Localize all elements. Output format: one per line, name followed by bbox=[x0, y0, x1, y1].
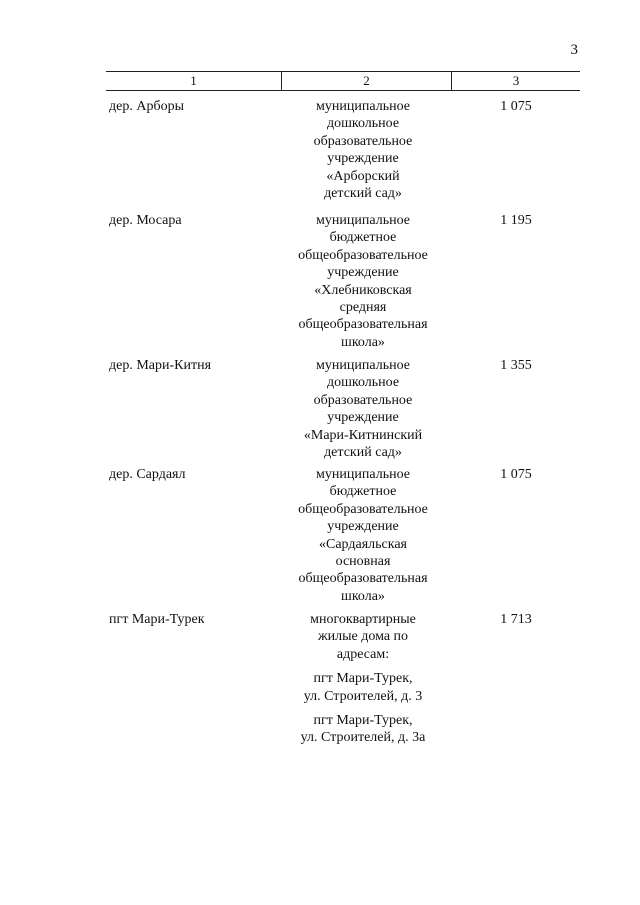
description-line: учреждение bbox=[327, 265, 399, 281]
header-col-3: 3 bbox=[512, 73, 520, 88]
place-name: пгт Мари-Турек bbox=[109, 612, 205, 627]
place-name: дер. Мари-Китня bbox=[109, 358, 212, 373]
description-line: «Хлебниковская bbox=[314, 282, 412, 298]
address-block bbox=[288, 712, 438, 747]
description-line: учреждение bbox=[327, 410, 399, 426]
description-line: муниципальное bbox=[316, 99, 410, 114]
header-col-2: 2 bbox=[282, 72, 452, 90]
address-block bbox=[288, 670, 438, 705]
description-line: основная bbox=[335, 554, 391, 570]
description-line: общеобразовательная bbox=[298, 571, 428, 587]
description-line: муниципальное bbox=[316, 467, 410, 482]
value-cell: 1 355 bbox=[500, 358, 532, 373]
description-line: «Арборский bbox=[326, 168, 400, 184]
description-line: школа» bbox=[341, 334, 385, 350]
description-line: дошкольное bbox=[326, 375, 400, 391]
place-name: дер. Сардаял bbox=[109, 467, 186, 482]
description-line: общеобразовательное bbox=[298, 247, 428, 263]
value-cell: 1 713 bbox=[500, 612, 532, 627]
description-line: «Мари-Китнинский bbox=[303, 427, 423, 443]
description-line: учреждение bbox=[327, 151, 399, 167]
object-description bbox=[288, 611, 438, 747]
table-header bbox=[106, 71, 580, 91]
description-line: бюджетное bbox=[329, 484, 397, 500]
description-line: многоквартирные bbox=[310, 612, 416, 627]
description-line: жилые дома по bbox=[317, 629, 409, 645]
object-description bbox=[288, 212, 438, 351]
description-line: образовательное bbox=[313, 133, 413, 149]
description-line: школа» bbox=[341, 588, 385, 604]
value-cell: 1 075 bbox=[500, 467, 532, 482]
address-line: ул. Строителей, д. 3а bbox=[300, 730, 426, 746]
description-line: «Сардаяльская bbox=[319, 536, 407, 552]
description-line: детский сад» bbox=[324, 445, 402, 461]
description-line: муниципальное bbox=[316, 358, 410, 373]
place-name: дер. Мосара bbox=[109, 213, 182, 228]
object-description bbox=[288, 98, 438, 202]
description-line: средняя bbox=[339, 300, 387, 316]
description-line: бюджетное bbox=[329, 230, 397, 246]
value-cell: 1 195 bbox=[500, 213, 532, 228]
value-cell: 1 075 bbox=[500, 99, 532, 114]
description-line: детский сад» bbox=[324, 186, 402, 202]
address-line: пгт Мари-Турек, bbox=[313, 713, 413, 729]
description-line: общеобразовательное bbox=[298, 501, 428, 517]
address-line: пгт Мари-Турек, bbox=[313, 671, 413, 687]
place-name: дер. Арборы bbox=[109, 99, 184, 114]
object-description bbox=[288, 357, 438, 461]
description-line: образовательное bbox=[313, 392, 413, 408]
description-line: учреждение bbox=[327, 519, 399, 535]
object-description bbox=[288, 466, 438, 605]
description-line: общеобразовательная bbox=[298, 317, 428, 333]
header-col-1: 1 bbox=[106, 72, 282, 90]
description-line: муниципальное bbox=[316, 213, 410, 228]
page-number: 3 bbox=[570, 42, 578, 58]
description-line: дошкольное bbox=[326, 116, 400, 132]
address-line: ул. Строителей, д. 3 bbox=[303, 688, 423, 704]
description-line: адресам: bbox=[336, 646, 390, 662]
